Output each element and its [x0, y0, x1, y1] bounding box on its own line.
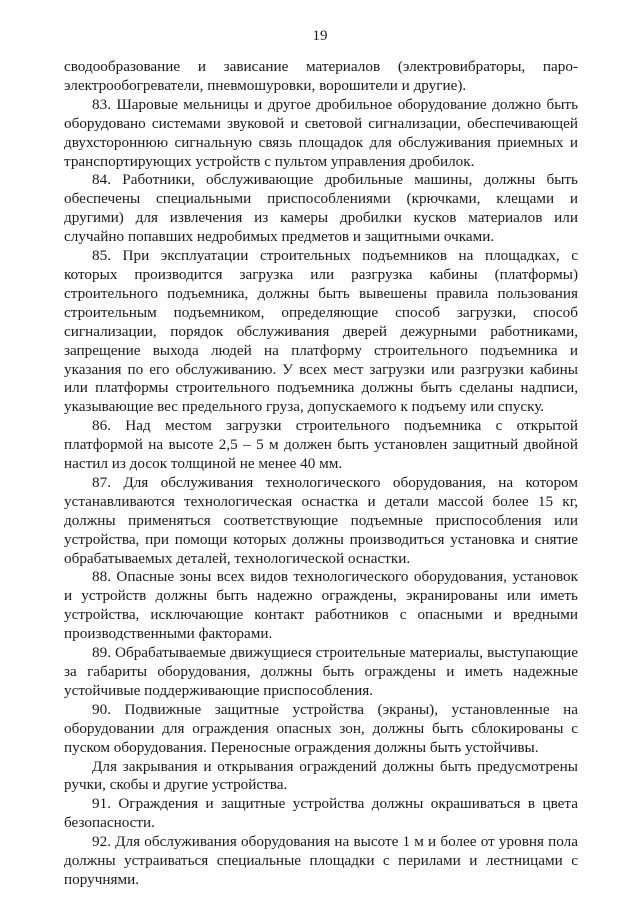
- paragraph-83: 83. Шаровые мельницы и другое дробильное оборудование должно быть оборудовано системами звуковой и световой сигнализации, обеспечивающей двухстороннюю сигнальную связь площадок для обслуживания приемных и транспортирующих устройств с пультом управления дробилок.: [64, 95, 578, 170]
- page-number: 19: [312, 28, 328, 44]
- paragraph-84: 84. Работники, обслуживающие дробильные машины, должны быть обеспечены специальными приспособлениями (крючками, клещами и другими) для извлечения из камеры дробилки кусков материалов или случайно попавших недробимых предметов и защитными очками.: [64, 171, 578, 246]
- paragraph-92: 92. Для обслуживания оборудования на высоте 1 м и более от уровня пола должны устраиваться специальные площадки с перилами и лестницами с поручнями.: [64, 833, 578, 888]
- paragraph-90: 90. Подвижные защитные устройства (экраны), установленные на оборудовании для ограждения опасных зон, должны быть сблокированы с пуском оборудования. Переносные ограждения должны быть устойчивы.: [64, 700, 578, 756]
- paragraph-88: 88. Опасные зоны всех видов технологического оборудования, установок и устройств должны быть надежно ограждены, экранированы или иметь устройства, исключающие контакт работников с опасными и вредными производственными факторами.: [64, 568, 578, 643]
- paragraph-86: 86. Над местом загрузки строительного подъемника с открытой платформой на высоте 2,5 – 5 м должен быть установлен защитный двойной настил из досок толщиной не менее 40 мм.: [64, 417, 578, 473]
- paragraph-continuation: сводообразование и зависание материалов (электровибраторы, паро-электрообогреватели, пневмошуровки, ворошители и другие).: [64, 58, 578, 94]
- paragraph-91: 91. Ограждения и защитные устройства должны окрашиваться в цвета безопасности.: [64, 795, 578, 832]
- paragraph-85: 85. При эксплуатации строительных подъемников на площадках, с которых производится загрузка или разгрузка кабины (платформы) строительного подъемника, должны быть вывешены правила пользования строительным подъемником, определяющие способ загрузки, способ сигнализации, порядок обслуживания дверей дежурными работниками, запрещение выхода людей на платформу строительного подъемника и указания по его обслуживанию. У всех мест загрузки или разгрузки кабины или платформы строительного подъемника должны быть сделаны надписи, указывающие вес предельного груза, допускаемого к подъему или спуску.: [64, 247, 578, 416]
- paragraph-89: 89. Обрабатываемые движущиеся строительные материалы, выступающие за габариты оборудования, должны быть ограждены и иметь надежные устойчивые поддерживающие приспособления.: [64, 644, 578, 699]
- paragraph-87: 87. Для обслуживания технологического оборудования, на котором устанавливаются технологическая оснастка и детали массой более 15 кг, должны применяться соответствующие подъемные приспособления или устройства, при помощи которых должны производиться установка и снятие обрабатываемых деталей, технологической оснастки.: [64, 473, 578, 567]
- paragraph-90-handles: Для закрывания и открывания ограждений должны быть предусмотрены ручки, скобы и другие устройства.: [64, 757, 578, 794]
- document-body: [64, 58, 578, 890]
